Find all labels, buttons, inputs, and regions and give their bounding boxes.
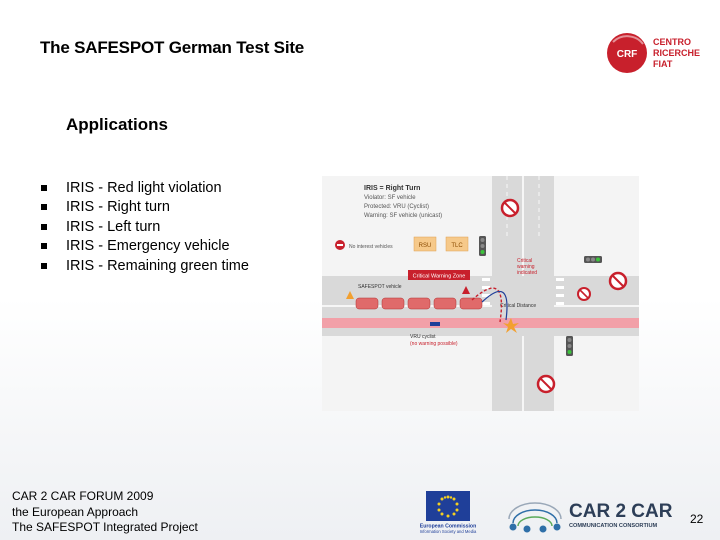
footer-line: the European Approach	[12, 504, 139, 519]
crf-logo-line: CENTRO	[653, 37, 691, 47]
footer-line: The SAFESPOT Integrated Project	[12, 520, 198, 534]
application-list	[40, 179, 249, 276]
list-item	[40, 237, 249, 256]
c2c-title: CAR 2 CAR	[569, 501, 673, 522]
crf-logo-line: FIAT	[653, 59, 673, 69]
cyclist-icon	[430, 322, 440, 326]
list-item-text: IRIS - Left turn	[66, 218, 161, 235]
label-vru: VRU cyclist	[410, 334, 436, 340]
eu-text: European Commission	[419, 523, 477, 530]
label-warning-zone: Critical Warning Zone	[412, 273, 466, 280]
list-item-text: IRIS - Emergency vehicle	[66, 238, 230, 255]
list-item	[40, 257, 249, 276]
bullet-square-icon	[41, 185, 47, 191]
c2c-subtitle: COMMUNICATION CONSORTIUM	[569, 523, 658, 529]
bullet-square-icon	[41, 204, 47, 210]
label-no-interest: No interest vehicles	[349, 244, 393, 250]
list-item-text: IRIS - Right turn	[66, 199, 170, 216]
traffic-light-icon	[566, 336, 573, 356]
traffic-light-icon	[479, 236, 486, 256]
bullet-square-icon	[41, 224, 47, 230]
vehicle-column	[356, 298, 482, 309]
crf-logo	[603, 30, 715, 76]
label-critical-distance: Critical Distance	[500, 303, 537, 309]
label-critical: Critical	[517, 258, 533, 264]
rsu-label: RSU	[418, 243, 432, 249]
bullet-square-icon	[41, 263, 47, 269]
label-critical: indicated	[517, 270, 538, 276]
list-item	[40, 179, 249, 198]
label-sf-vehicle: SAFESPOT vehicle	[358, 284, 402, 290]
label-critical: warning	[517, 264, 535, 270]
list-item-text: IRIS - Remaining green time	[66, 257, 249, 274]
no-entry-icon	[538, 376, 554, 392]
legend-line: Protected: VRU (Cyclist)	[364, 204, 430, 210]
no-entry-icon	[578, 288, 590, 300]
footer-line: CAR 2 CAR FORUM 2009	[12, 489, 154, 503]
list-item	[40, 218, 249, 237]
crf-badge-text: CRF	[616, 49, 638, 60]
car2car-logo	[505, 495, 683, 535]
bullet-square-icon	[41, 243, 47, 249]
page-title: The SAFESPOT German Test Site	[40, 38, 305, 57]
no-entry-icon	[335, 240, 345, 250]
legend-line: Warning: SF vehicle (unicast)	[364, 213, 443, 219]
page-number: 22	[690, 512, 704, 526]
no-entry-icon	[502, 200, 518, 216]
list-item-text: IRIS - Red light violation	[66, 180, 222, 196]
eu-logo	[408, 489, 488, 535]
label-no-warning: (no warning possible)	[410, 341, 458, 347]
section-heading: Applications	[66, 115, 169, 134]
tlc-label: TLC	[451, 243, 463, 249]
footer-text	[12, 489, 198, 536]
list-item	[40, 198, 249, 217]
bike-lane	[322, 318, 639, 328]
no-entry-icon	[610, 273, 626, 289]
legend-line: Violator: SF vehicle	[364, 195, 416, 201]
legend-line: IRIS = Right Turn	[364, 185, 421, 192]
crf-logo-line: RICERCHE	[653, 48, 701, 58]
intersection-diagram	[322, 176, 639, 411]
eu-text: Information Society and Media	[419, 529, 477, 534]
traffic-light-icon	[584, 256, 602, 263]
